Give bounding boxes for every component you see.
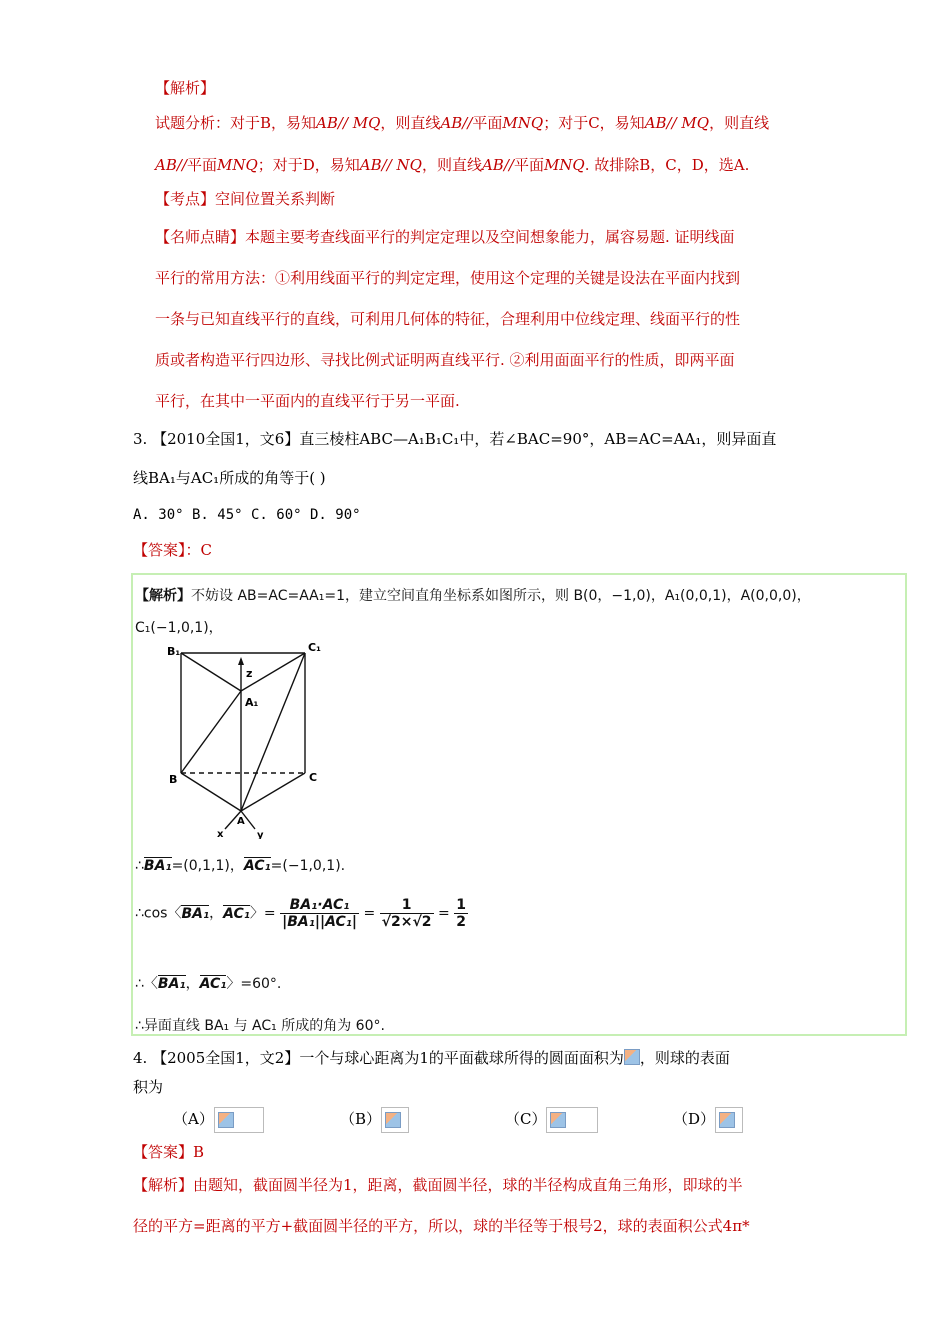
kaodian-line	[155, 189, 335, 209]
label-x: x	[217, 829, 224, 839]
solution-conclusion-line: ∴异面直线 BA₁ 与 AC₁ 所成的角为 60°.	[135, 1018, 385, 1034]
solution-cos-line	[135, 897, 468, 930]
solution-label: 【解析】	[135, 588, 191, 604]
q4-answer	[133, 1142, 204, 1162]
label-b: B	[169, 773, 178, 786]
text-run: =	[363, 905, 376, 922]
fraction-denominator: 2	[456, 914, 466, 930]
text-run: =(−1,0,1).	[270, 858, 346, 874]
solution-vectors-line	[135, 855, 345, 875]
fraction-denominator: |BA₁||AC₁|	[282, 914, 358, 930]
fraction-numerator: BA₁·AC₁	[280, 897, 359, 914]
text-run: AB//	[481, 156, 514, 174]
option-label: （C）	[505, 1110, 547, 1128]
text-run: AB// MQ	[644, 114, 710, 132]
vector-ba1: BA₁	[143, 858, 172, 874]
option-c-image	[546, 1107, 598, 1133]
text-run: 〉=60°.	[226, 976, 282, 992]
text-run: ，则球的表面	[639, 1049, 730, 1067]
broken-image-icon	[624, 1049, 640, 1065]
text-run: 由题知，截面圆半径为1，距离，截面圆半径，球的半径构成直角三角形，即球的半	[193, 1176, 743, 1194]
fraction-numerator: 1	[380, 897, 434, 914]
kaodian-label: 【考点】	[155, 190, 216, 208]
text-run: 本题主要考查线面平行的判定定理以及空间想象能力，属容易题. 证明线面	[245, 228, 735, 246]
text-run: 平面	[186, 156, 217, 174]
q3-line-1: 3. 【2010全国1，文6】直三棱柱ABC—A₁B₁C₁中，若∠BAC=90°，AB=AC=AA₁，则异面直	[133, 430, 777, 448]
text-run: 平面	[472, 114, 503, 132]
label-y: y	[257, 830, 264, 839]
option-a-image	[214, 1107, 264, 1133]
text-run: ，则直线	[709, 114, 770, 132]
line-ba1	[181, 691, 241, 773]
label-b1: B₁	[167, 645, 181, 658]
fraction-one-over-roots	[380, 897, 434, 930]
vector-ba1: BA₁	[157, 976, 186, 992]
q3-answer	[133, 540, 212, 560]
vector-ac1: AC₁	[199, 976, 227, 992]
text-run: =(0,1,1)，	[171, 858, 244, 874]
vector-ac1: AC₁	[223, 905, 250, 922]
edge-ba	[181, 773, 241, 811]
label-c1: C₁	[308, 641, 321, 654]
label-z: z	[246, 667, 253, 680]
option-d-image	[715, 1107, 743, 1133]
broken-image-icon	[550, 1112, 566, 1128]
q4-line-1	[133, 1048, 730, 1068]
answer-label: 【答案】	[133, 1143, 194, 1161]
broken-image-icon	[218, 1112, 234, 1128]
q4-analysis-line-2: 径的平方=距离的平方+截面圆半径的平方，所以，球的半径等于根号2，球的表面积公式4π*	[133, 1217, 750, 1235]
vector-ac1: AC₁	[243, 858, 271, 874]
mingshi-line-1	[155, 227, 735, 247]
fraction-denominator: √2×√2	[381, 914, 432, 930]
broken-image-icon	[719, 1112, 735, 1128]
vector-ba1: BA₁	[181, 905, 210, 922]
text-run: ，则直线	[380, 114, 441, 132]
text-run: ∴〈	[135, 976, 158, 992]
answer-value: ：C	[185, 541, 212, 559]
option-label: （D）	[673, 1110, 716, 1128]
fraction-numerator: 1	[456, 897, 466, 913]
q4-option-b	[340, 1106, 409, 1133]
edge-ca	[241, 773, 305, 811]
label-a: A	[237, 816, 245, 827]
option-label: （B）	[340, 1110, 382, 1128]
text-run: MNQ	[502, 114, 544, 132]
mingshi-label: 【名师点睛】	[155, 228, 246, 246]
text-run: =	[438, 905, 450, 922]
q4-option-c	[505, 1106, 598, 1133]
text-run: AB// NQ	[359, 156, 422, 174]
text-run: 平面	[513, 156, 544, 174]
text-run: AB//	[155, 156, 187, 174]
text-run: 试题分析：对于B，易知	[155, 114, 317, 132]
q4-line-2: 积为	[133, 1078, 164, 1096]
text-run: ，	[209, 905, 224, 922]
text-run: ；对于D，易知	[257, 156, 360, 174]
text-run: MNQ	[216, 156, 258, 174]
text-run: 4. 【2005全国1，文2】一个与球心距离为1的平面截球所得的圆面面积为	[133, 1049, 624, 1067]
prism-diagram	[155, 639, 345, 839]
answer-label: 【答案】	[133, 541, 186, 559]
jiexi-heading: 【解析】	[155, 79, 216, 97]
kaodian-text: 空间位置关系判断	[215, 190, 336, 208]
mingshi-line-3: 一条与已知直线平行的直线，可利用几何体的特征，合理利用中位线定理、线面平行的性	[155, 310, 741, 328]
broken-image-icon	[385, 1112, 401, 1128]
q3-options: A. 30° B. 45° C. 60° D. 90°	[133, 507, 361, 523]
text-run: 〉=	[249, 905, 276, 922]
label-c: C	[309, 771, 318, 784]
option-label: （A）	[173, 1110, 214, 1128]
q4-option-a	[173, 1106, 264, 1133]
analysis-line-1	[155, 113, 769, 133]
fraction-one-half	[454, 897, 468, 930]
text-run: ∴cos〈	[135, 905, 182, 922]
q3-line-2: 线BA₁与AC₁所成的角等于( )	[133, 469, 326, 487]
text-run: ；对于C，易知	[543, 114, 645, 132]
q4-analysis-line-1	[133, 1175, 743, 1195]
mingshi-line-4: 质或者构造平行四边形、寻找比例式证明两直线平行. ②利用面面平行的性质，即两平面	[155, 351, 735, 369]
q4-option-d	[673, 1106, 743, 1133]
text-run: . 故排除B，C，D，选A.	[584, 156, 750, 174]
edge-b1a1	[181, 653, 241, 691]
label-a1: A₁	[245, 696, 259, 709]
analysis-line-2	[155, 155, 749, 175]
text-run: AB// MQ	[316, 114, 381, 132]
solution-line-1	[135, 585, 811, 605]
answer-value: B	[193, 1143, 205, 1161]
z-arrow-icon	[238, 657, 244, 665]
text-run: ，则直线	[421, 156, 482, 174]
jiexi-label: 【解析】	[133, 1176, 194, 1194]
solution-line-2: C₁(−1,0,1)，	[135, 620, 223, 636]
text-run: MNQ	[543, 156, 585, 174]
solution-angle-line	[135, 973, 281, 993]
text-run: ，	[185, 976, 200, 992]
mingshi-line-5: 平行，在其中一平面内的直线平行于另一平面.	[155, 392, 460, 410]
mingshi-line-2: 平行的常用方法：①利用线面平行的判定定理，使用这个定理的关键是设法在平面内找到	[155, 269, 741, 287]
text-run: 不妨设 AB=AC=AA₁=1，建立空间直角坐标系如图所示，则 B(0，−1,0)，A₁(0,0,1)，A(0,0,0)，	[191, 588, 811, 604]
solution-image-frame	[131, 573, 907, 1036]
fraction-dot-over-norms	[280, 897, 359, 930]
text-run: ∴	[135, 858, 144, 874]
option-b-image	[381, 1107, 409, 1133]
text-run: AB//	[440, 114, 473, 132]
